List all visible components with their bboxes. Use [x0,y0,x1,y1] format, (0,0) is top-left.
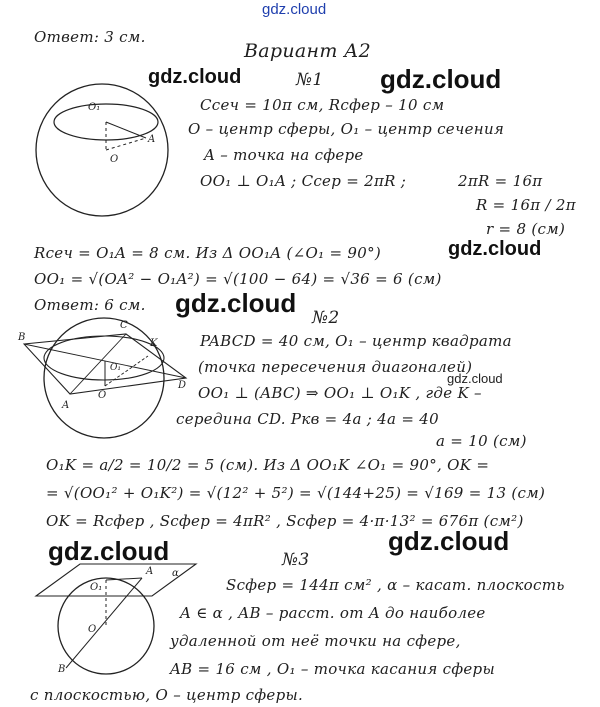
problem-1-answer: Ответ: 6 см. [34,296,146,314]
sphere-section-figure-1 [28,80,178,220]
problem-2-number: №2 [312,308,340,328]
watermark: gdz.cloud [175,288,297,318]
watermark: gdz.cloud [448,238,542,260]
problem-1-side-calc: R = 16π / 2π [476,196,576,214]
problem-2-line: O₁K = a/2 = 10/2 = 5 (см). Из Δ OO₁K ∠O₁ = 90°, OK = [46,456,490,474]
previous-answer: Ответ: 3 см. [34,28,146,46]
problem-2-line: OO₁ ⊥ (ABC) ⇒ OO₁ ⊥ O₁K , где K – [198,384,482,402]
problem-1-line: A – точка на сфере [204,146,364,164]
fig2-label-o1: O₁ [110,363,121,373]
sphere-square-figure-2 [18,316,198,446]
problem-1-line: O – центр сферы, O₁ – центр сечения [188,120,505,138]
watermark: gdz.cloud [380,64,502,94]
problem-3-line: с плоскостью, O – центр сферы. [30,686,304,704]
problem-2-line: PABCD = 40 см, O₁ – центр квадрата [200,332,512,350]
fig3-label-o: O [88,624,97,635]
problem-1-number: №1 [296,70,324,90]
problem-2-line: OK = Rсфер , Sсфер = 4πR² , Sсфер = 4·π·13² = 676π (см²) [46,512,524,530]
watermark: gdz.cloud [48,536,170,566]
fig1-label-o1: O₁ [88,102,101,113]
problem-1-line: Rсеч = O₁A = 8 см. Из Δ OO₁A (∠O₁ = 90°) [34,244,382,262]
fig3-label-a: A [146,566,154,577]
problem-1-line: OO₁ = √(OA² − O₁A²) = √(100 − 64) = √36 = 6 (см) [34,270,442,288]
watermark: gdz.cloud [447,371,503,386]
fig2-label-c: C [120,320,128,331]
fig2-label-a: A [62,400,70,411]
variant-title: Вариант А2 [244,40,372,62]
fig1-label-o: O [110,154,119,165]
fig3-label-o1: O₁ [90,582,103,593]
problem-1-line: Cсеч = 10π см, Rсфер – 10 см [200,96,445,114]
problem-1-side-calc: 2πR = 16π [458,172,543,190]
fig2-label-k: K [150,338,158,349]
fig1-label-a: A [148,134,156,145]
problem-3-number: №3 [282,550,310,570]
problem-3-line: A ∈ α , AB – расст. от A до наиболее [180,604,486,622]
fig3-label-alpha: α [172,568,179,579]
problem-2-line: = √(OO₁² + O₁K²) = √(12² + 5²) = √(144+25) = √169 = 13 (см) [46,484,546,502]
problem-2-line: a = 10 (см) [436,432,527,450]
problem-1-side-calc: r = 8 (см) [486,220,566,238]
problem-2-line: (точка пересечения диагоналей) [198,358,473,376]
problem-2-line: середина CD. Pкв = 4a ; 4a = 40 [176,410,439,428]
watermark-top: gdz.cloud [262,1,327,18]
problem-3-line: Sсфер = 144π см² , α – касат. плоскость [226,576,565,594]
fig2-label-o: O [98,390,107,401]
sphere-tangent-plane-figure-3 [36,560,196,675]
fig2-label-d: D [178,380,187,391]
problem-1-line: OO₁ ⊥ O₁A ; Cсер = 2πR ; [200,172,407,190]
watermark: gdz.cloud [148,66,242,88]
problem-3-line: удаленной от неё точки на сфере, [170,632,461,650]
watermark: gdz.cloud [388,526,510,556]
fig2-label-b: B [18,332,26,343]
problem-3-line: AB = 16 см , O₁ – точка касания сферы [170,660,495,678]
fig3-label-b: B [58,664,66,675]
